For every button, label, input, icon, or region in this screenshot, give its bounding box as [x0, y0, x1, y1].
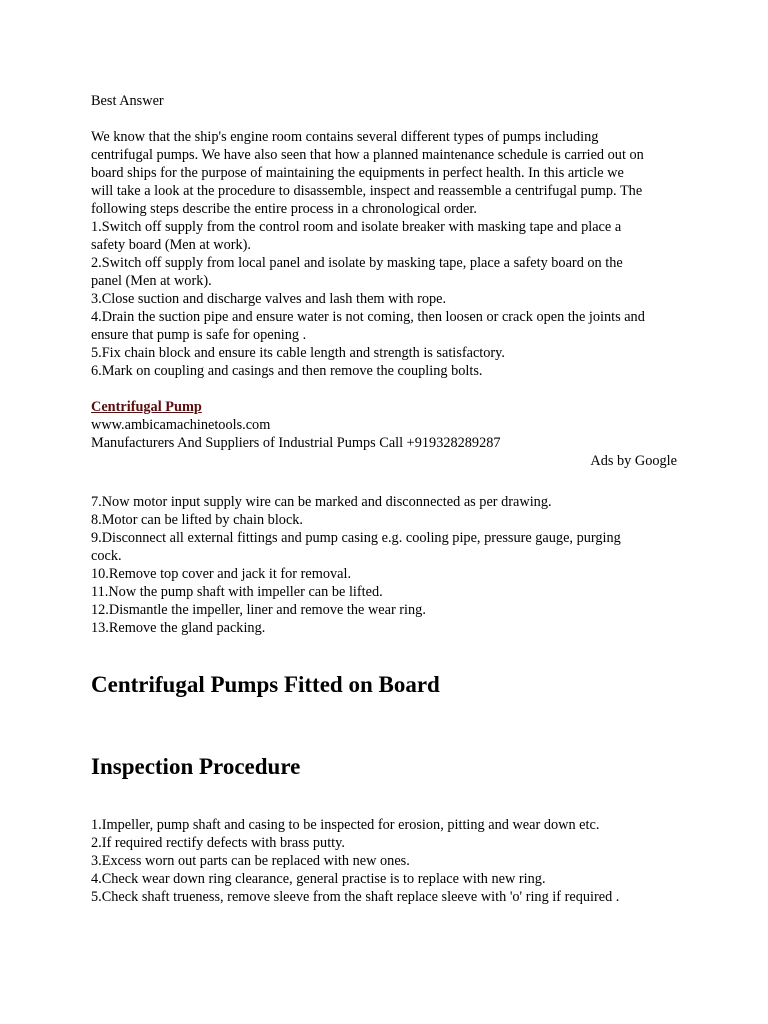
ad-title-row: [91, 398, 202, 416]
inspection-line: 3.Excess worn out parts can be replaced with new ones.: [91, 853, 410, 869]
text-line: We know that the ship's engine room contains several different types of pumps including: [91, 129, 599, 145]
step-line: 9.Disconnect all external fittings and pump casing e.g. cooling pipe, pressure gauge, purging: [91, 530, 621, 546]
text-line: centrifugal pumps. We have also seen that how a planned maintenance schedule is carried out on: [91, 147, 644, 163]
step-line: cock.: [91, 548, 122, 564]
text-line: will take a look at the procedure to disassemble, inspect and reassemble a centrifugal pump. The: [91, 183, 643, 199]
step-line: 13.Remove the gland packing.: [91, 620, 266, 636]
step-line: 10.Remove top cover and jack it for removal.: [91, 566, 352, 582]
step-line: 8.Motor can be lifted by chain block.: [91, 512, 304, 528]
step-line: 2.Switch off supply from local panel and isolate by masking tape, place a safety board on the: [91, 255, 623, 271]
inspection-line: 5.Check shaft trueness, remove sleeve from the shaft replace sleeve with 'o' ring if required .: [91, 889, 620, 905]
text-line: board ships for the purpose of maintaining the equipments in perfect health. In this article we: [91, 165, 624, 181]
heading-fitted-on-board: Centrifugal Pumps Fitted on Board: [91, 672, 440, 697]
step-line: 1.Switch off supply from the control room and isolate breaker with masking tape and place a: [91, 219, 622, 235]
ads-by-google-link[interactable]: Ads by Google: [590, 453, 677, 469]
step-line: ensure that pump is safe for opening .: [91, 327, 307, 343]
best-answer-label: Best Answer: [91, 93, 164, 109]
text-line: following steps describe the entire process in a chronological order.: [91, 201, 477, 217]
step-line: 4.Drain the suction pipe and ensure water is not coming, then loosen or crack open the joints and: [91, 309, 645, 325]
ad-url[interactable]: www.ambicamachinetools.com: [91, 417, 271, 433]
inspection-line: 2.If required rectify defects with brass putty.: [91, 835, 345, 851]
step-line: 6.Mark on coupling and casings and then remove the coupling bolts.: [91, 363, 483, 379]
ad-description: Manufacturers And Suppliers of Industrial Pumps Call +919328289287: [91, 435, 501, 451]
step-line: panel (Men at work).: [91, 273, 212, 289]
inspection-line: 4.Check wear down ring clearance, general practise is to replace with new ring.: [91, 871, 546, 887]
inspection-line: 1.Impeller, pump shaft and casing to be inspected for erosion, pitting and wear down etc.: [91, 817, 600, 833]
step-line: 12.Dismantle the impeller, liner and remove the wear ring.: [91, 602, 426, 618]
step-line: 3.Close suction and discharge valves and lash them with rope.: [91, 291, 447, 307]
step-line: 5.Fix chain block and ensure its cable length and strength is satisfactory.: [91, 345, 505, 361]
step-line: safety board (Men at work).: [91, 237, 251, 253]
step-line: 11.Now the pump shaft with impeller can be lifted.: [91, 584, 383, 600]
step-line: 7.Now motor input supply wire can be marked and disconnected as per drawing.: [91, 494, 552, 510]
heading-inspection-procedure: Inspection Procedure: [91, 754, 301, 779]
ad-title-link[interactable]: Centrifugal Pump: [91, 399, 202, 415]
